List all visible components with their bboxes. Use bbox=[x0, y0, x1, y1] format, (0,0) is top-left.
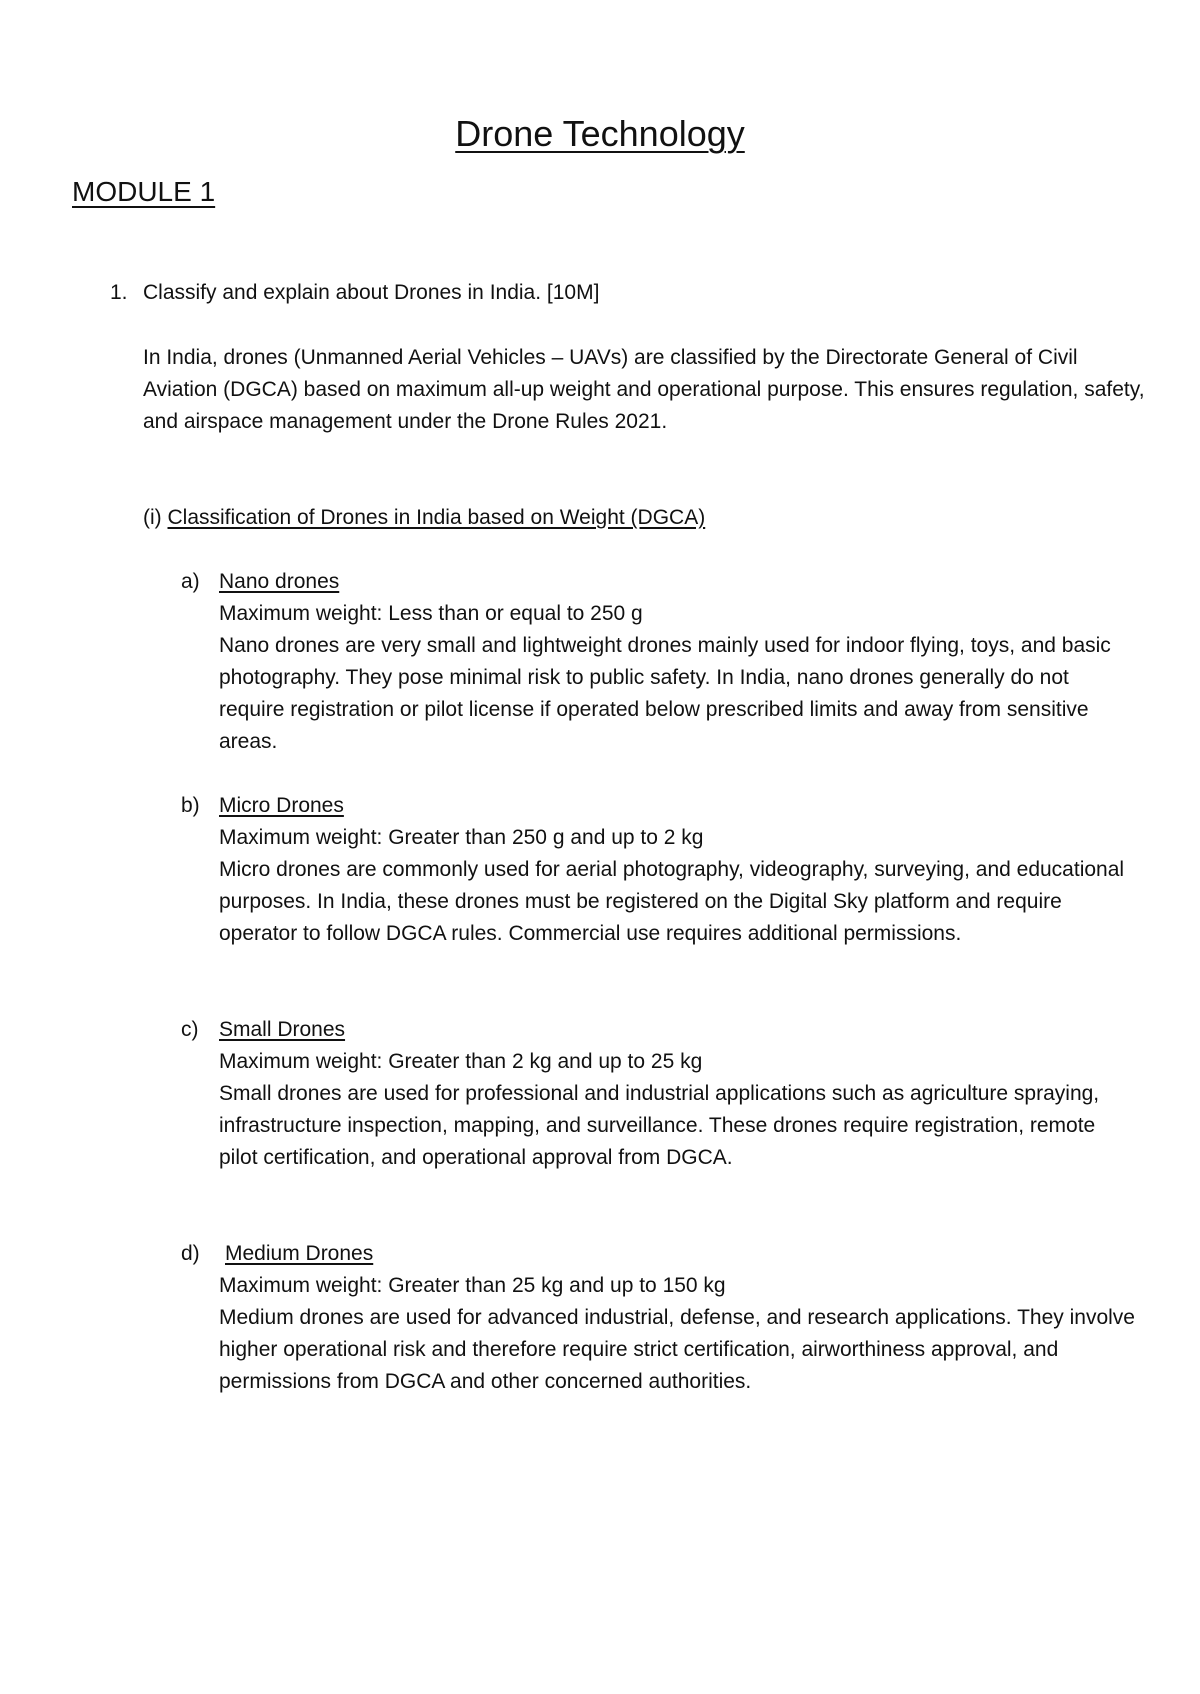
category-name: Nano drones bbox=[219, 570, 340, 593]
category-description: Nano drones are very small and lightweight drones mainly used for indoor flying, toys, and basic photography. They pose minimal risk to public safety. In India, nano drones generally do not require registration or pilot license if operated below prescribed limits and away from sensitive areas. bbox=[219, 634, 1111, 753]
category-description: Micro drones are commonly used for aerial photography, videography, surveying, and educational purposes. In India, these drones must be registered on the Digital Sky platform and require operator to follow DGCA rules. Commercial use requires additional permissions. bbox=[219, 858, 1125, 945]
question-number: 1. bbox=[110, 281, 128, 304]
category-description: Medium drones are used for advanced industrial, defense, and research applications. They involve higher operational risk and therefore require strict certification, airworthiness approval, and permissions from DGCA and other concerned authorities. bbox=[219, 1306, 1135, 1393]
section-title: Classification of Drones in India based on Weight (DGCA) bbox=[167, 506, 706, 529]
intro-paragraph: In India, drones (Unmanned Aerial Vehicles – UAVs) are classified by the Directorate General of Civil Aviation (DGCA) based on maximum all-up weight and operational purpose. This ensures regulation, safety, and airspace management under the Drone Rules 2021. bbox=[143, 346, 1145, 433]
category-weight: Maximum weight: Greater than 250 g and up to 2 kg bbox=[219, 826, 704, 849]
list-item-letter: a) bbox=[181, 570, 200, 593]
category-weight: Maximum weight: Less than or equal to 250 g bbox=[219, 602, 643, 625]
category-name: Medium Drones bbox=[225, 1242, 374, 1265]
list-item-letter: d) bbox=[181, 1242, 200, 1265]
list-item-letter: b) bbox=[181, 794, 200, 817]
document-title: Drone Technology bbox=[455, 113, 745, 154]
category-name: Small Drones bbox=[219, 1018, 346, 1041]
section-prefix: (i) bbox=[143, 506, 168, 529]
question-text: Classify and explain about Drones in India. [10M] bbox=[143, 281, 600, 304]
category-description: Small drones are used for professional and industrial applications such as agriculture spraying, infrastructure inspection, mapping, and surveillance. These drones require registration, remote pilot certification, and operational approval from DGCA. bbox=[219, 1082, 1100, 1169]
module-heading: MODULE 1 bbox=[72, 176, 216, 207]
category-name: Micro Drones bbox=[219, 794, 344, 817]
list-item-letter: c) bbox=[181, 1018, 199, 1041]
section-heading bbox=[143, 502, 705, 534]
category-weight: Maximum weight: Greater than 25 kg and up to 150 kg bbox=[219, 1274, 726, 1297]
category-weight: Maximum weight: Greater than 2 kg and up to 25 kg bbox=[219, 1050, 703, 1073]
